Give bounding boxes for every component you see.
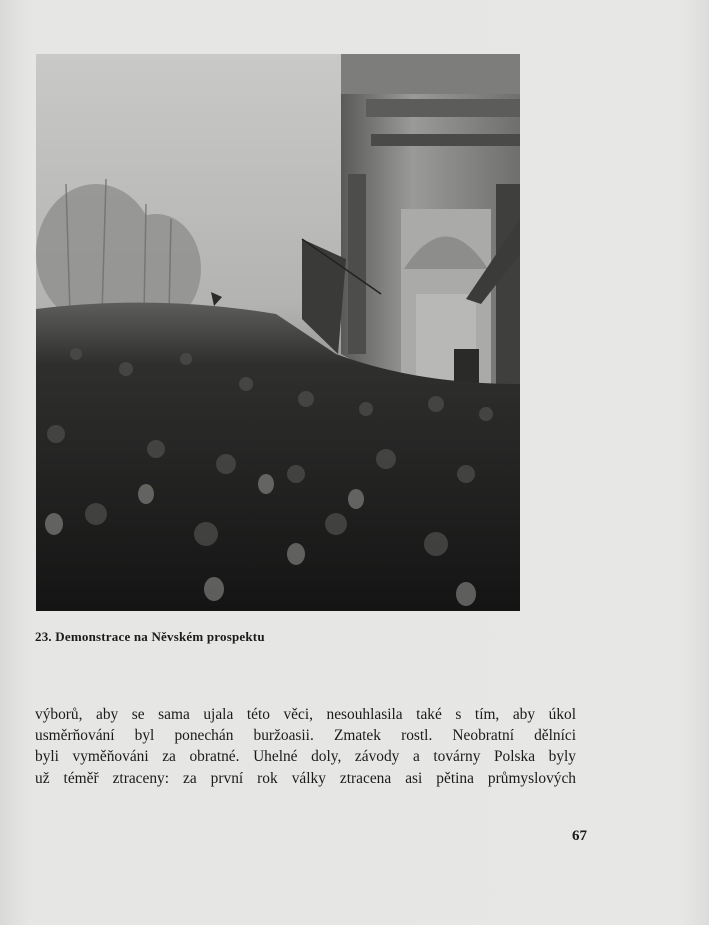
text-line: byli vyměňováni za obratné. Uhelné doly, závody a továrny Polska byly <box>35 748 576 766</box>
text-line: usměrňování byl ponechán buržoasii. Zmatek rostl. Neobratní dělníci <box>35 727 576 745</box>
demonstration-photograph <box>36 54 520 611</box>
page-number: 67 <box>572 828 587 844</box>
photograph-image <box>36 54 520 611</box>
figure-caption: 23. Demonstrace na Něvském prospektu <box>35 629 265 644</box>
text-line: výborů, aby se sama ujala této věci, nesouhlasila také s tím, aby úkol <box>35 706 576 723</box>
text-line: už téměř ztraceny: za první rok války ztracena asi pětina průmyslových <box>35 769 576 787</box>
body-paragraph <box>35 704 576 789</box>
